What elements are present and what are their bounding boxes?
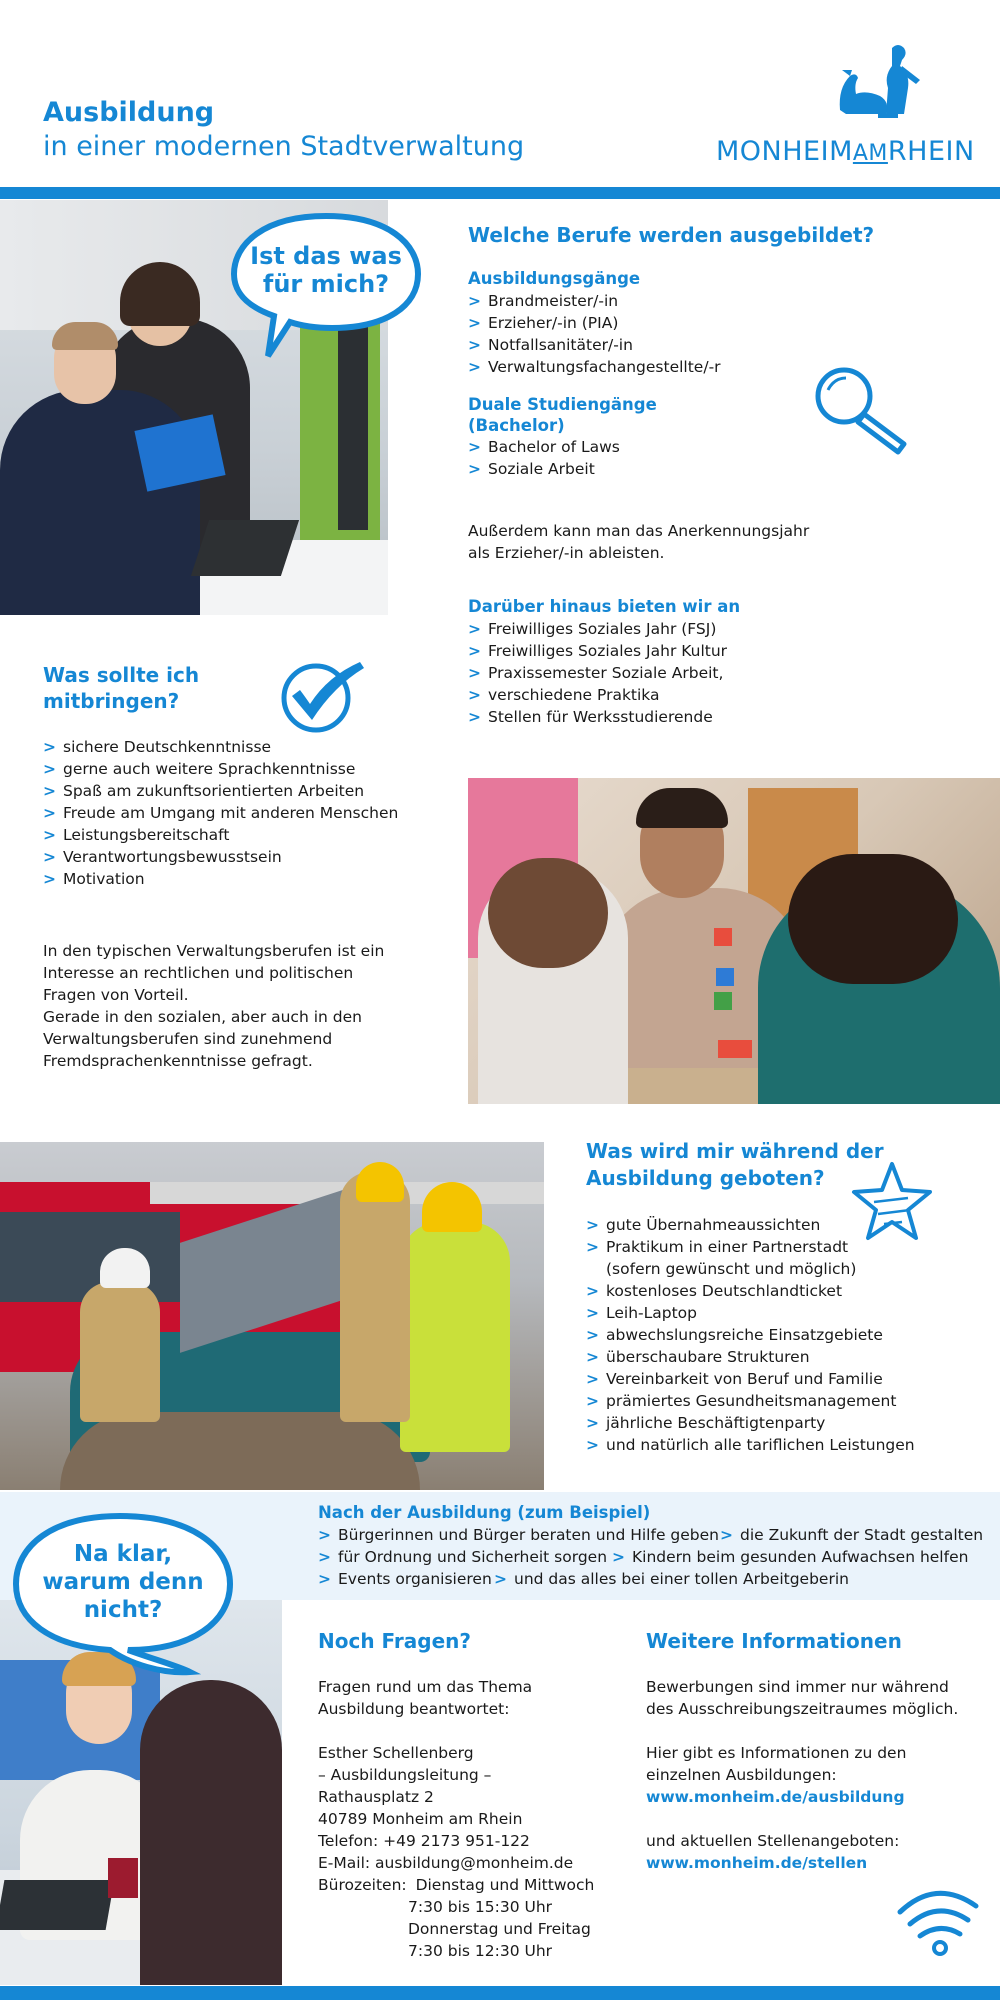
list-item: > gerne auch weitere Sprachkenntnisse: [43, 758, 423, 780]
extra-list: [468, 618, 888, 728]
para-line: Gerade in den sozialen, aber auch in den: [43, 1008, 362, 1026]
contact-email[interactable]: E-Mail: ausbildung@monheim.de: [318, 1854, 574, 1872]
list-item: > und das alles bei einer tollen Arbeitgeberin: [494, 1568, 849, 1590]
nach-row: [318, 1546, 998, 1568]
list-item: > prämiertes Gesundheitsmanagement: [586, 1390, 986, 1412]
kita-photo: [468, 778, 1000, 1104]
info-text: Hier gibt es Informationen zu den: [646, 1744, 907, 1762]
bubble2-line1: Na klar,: [73, 1541, 173, 1567]
firefighter-photo: [0, 1142, 544, 1490]
list-item: > verschiedene Praktika: [468, 684, 888, 706]
info-text: des Ausschreibungszeitraumes möglich.: [646, 1700, 959, 1718]
berufe-section: [468, 222, 888, 728]
berufe-heading: Welche Berufe werden ausgebildet?: [468, 223, 875, 247]
stellen-link[interactable]: www.monheim.de/stellen: [646, 1854, 868, 1872]
list-item: > Freiwilliges Soziales Jahr Kultur: [468, 640, 888, 662]
hours-label: Bürozeiten:: [318, 1876, 407, 1894]
hours-line: 7:30 bis 12:30 Uhr: [408, 1942, 553, 1960]
bubble1-line1: Ist das was: [250, 242, 402, 270]
info-section: [646, 1628, 986, 1874]
fragen-heading: Noch Fragen?: [318, 1629, 471, 1653]
nach-heading: Nach der Ausbildung (zum Beispiel): [318, 1503, 651, 1522]
extra-heading: Darüber hinaus bieten wir an: [468, 597, 741, 616]
info-heading: Weitere Informationen: [646, 1629, 902, 1653]
mitbringen-paragraph: [43, 940, 423, 1072]
nach-row: [318, 1524, 998, 1546]
list-item: > abwechslungsreiche Einsatzgebiete: [586, 1324, 986, 1346]
list-item: > Vereinbarkeit von Beruf und Familie: [586, 1368, 986, 1390]
hours-line: 7:30 bis 15:30 Uhr: [408, 1898, 553, 1916]
contact-role: – Ausbildungsleitung –: [318, 1766, 492, 1784]
contact-city: 40789 Monheim am Rhein: [318, 1810, 523, 1828]
logo-text-monheim: MONHEIM: [716, 136, 853, 167]
bubble2-line3: nicht?: [83, 1597, 163, 1623]
para-line: Fremdsprachenkenntnisse gefragt.: [43, 1052, 313, 1070]
contact-street: Rathausplatz 2: [318, 1788, 434, 1806]
list-item: > Events organisieren: [318, 1568, 492, 1590]
list-item: > Soziale Arbeit: [468, 458, 888, 480]
para-line: Fragen von Vorteil.: [43, 986, 189, 1004]
logo-text-am: AM: [852, 141, 888, 166]
para-line: Interesse an rechtlichen und politischen: [43, 964, 354, 982]
list-item: > Erzieher/-in (PIA): [468, 312, 888, 334]
dual-heading-line2: (Bachelor): [468, 416, 565, 435]
geboten-list: [586, 1214, 986, 1456]
para-line: Verwaltungsberufen sind zunehmend: [43, 1030, 333, 1048]
list-item: > überschaubare Strukturen: [586, 1346, 986, 1368]
list-item: > gute Übernahmeaussichten: [586, 1214, 986, 1236]
ausbildung-link[interactable]: www.monheim.de/ausbildung: [646, 1788, 905, 1806]
list-item: > Stellen für Werksstudierende: [468, 706, 888, 728]
list-item: > die Zukunft der Stadt gestalten: [720, 1524, 983, 1546]
ausbildung-heading: Ausbildungsgänge: [468, 269, 641, 288]
mitbringen-list: [43, 736, 423, 890]
contact-name: Esther Schellenberg: [318, 1744, 474, 1762]
bubble1-line2: für mich?: [262, 270, 390, 298]
contact-phone[interactable]: Telefon: +49 2173 951-122: [318, 1832, 530, 1850]
speech-bubble-top: [228, 210, 424, 360]
fragen-section: [318, 1628, 618, 1962]
list-item: > Verantwortungsbewusstsein: [43, 846, 423, 868]
info-text: und aktuellen Stellenangeboten:: [646, 1832, 900, 1850]
list-item: > jährliche Beschäftigtenparty: [586, 1412, 986, 1434]
list-item: > und natürlich alle tariflichen Leistungen: [586, 1434, 986, 1456]
geboten-heading-line1: Was wird mir während der: [586, 1139, 884, 1163]
list-item: > kostenloses Deutschlandticket: [586, 1280, 986, 1302]
geboten-heading-line2: Ausbildung geboten?: [586, 1166, 825, 1190]
list-item: > Leistungsbereitschaft: [43, 824, 423, 846]
list-item: > Bürgerinnen und Bürger beraten und Hilfe geben: [318, 1524, 719, 1546]
nach-row: [318, 1568, 998, 1590]
list-item: > Motivation: [43, 868, 423, 890]
star-icon: [848, 1158, 938, 1248]
para-line: In den typischen Verwaltungsberufen ist ein: [43, 942, 385, 960]
checkmark-icon: [280, 656, 370, 736]
list-item: > Praxissemester Soziale Arbeit,: [468, 662, 888, 684]
title-line-1: Ausbildung: [43, 97, 215, 128]
header-divider: [0, 187, 1000, 199]
list-item: > für Ordnung und Sicherheit sorgen: [318, 1546, 607, 1568]
list-item: > Kindern beim gesunden Aufwachsen helfen: [612, 1546, 968, 1568]
list-item: > Verwaltungsfachangestellte/-r: [468, 356, 888, 378]
hours-line: Dienstag und Mittwoch: [415, 1876, 595, 1894]
speech-bubble-bottom: [10, 1510, 236, 1680]
goose-liesel-logo-icon: [820, 40, 940, 135]
list-item-subtext: (sofern gewünscht und möglich): [606, 1260, 857, 1278]
note-line: Außerdem kann man das Anerkennungsjahr: [468, 522, 810, 540]
list-item: > Spaß am zukunftsorientierten Arbeiten: [43, 780, 423, 802]
list-item-text: Praktikum in einer Partnerstadt: [606, 1238, 849, 1256]
page-title: [43, 96, 524, 164]
wifi-icon: [892, 1882, 982, 1962]
list-item: > Freude am Umgang mit anderen Menschen: [43, 802, 423, 824]
list-item: > sichere Deutschkenntnisse: [43, 736, 423, 758]
fragen-intro: Ausbildung beantwortet:: [318, 1700, 510, 1718]
mitbringen-heading-line2: mitbringen?: [43, 689, 180, 713]
magnifier-icon: [806, 360, 916, 460]
note-line: als Erzieher/-in ableisten.: [468, 544, 665, 562]
logo-text: [716, 136, 975, 167]
hours-line: Donnerstag und Freitag: [408, 1920, 591, 1938]
footer-bar: [0, 1986, 1000, 2000]
list-item: > Brandmeister/-in: [468, 290, 888, 312]
anerkennung-note: [468, 520, 888, 564]
info-text: Bewerbungen sind immer nur während: [646, 1678, 949, 1696]
bubble2-line2: warum denn: [42, 1569, 204, 1595]
list-item: > Freiwilliges Soziales Jahr (FSJ): [468, 618, 888, 640]
list-item: > Notfallsanitäter/-in: [468, 334, 888, 356]
logo-text-rhein: RHEIN: [887, 136, 975, 167]
dual-heading-line1: Duale Studiengänge: [468, 395, 657, 414]
title-line-2: in einer modernen Stadtverwaltung: [43, 131, 525, 162]
mitbringen-heading-line1: Was sollte ich: [43, 663, 200, 687]
list-item: > Bachelor of Laws: [468, 436, 888, 458]
nach-ausbildung-section: [318, 1502, 998, 1590]
fragen-intro: Fragen rund um das Thema: [318, 1678, 533, 1696]
monheim-logo: [716, 40, 975, 170]
info-text: einzelnen Ausbildungen:: [646, 1766, 837, 1784]
list-item: > Leih-Laptop: [586, 1302, 986, 1324]
